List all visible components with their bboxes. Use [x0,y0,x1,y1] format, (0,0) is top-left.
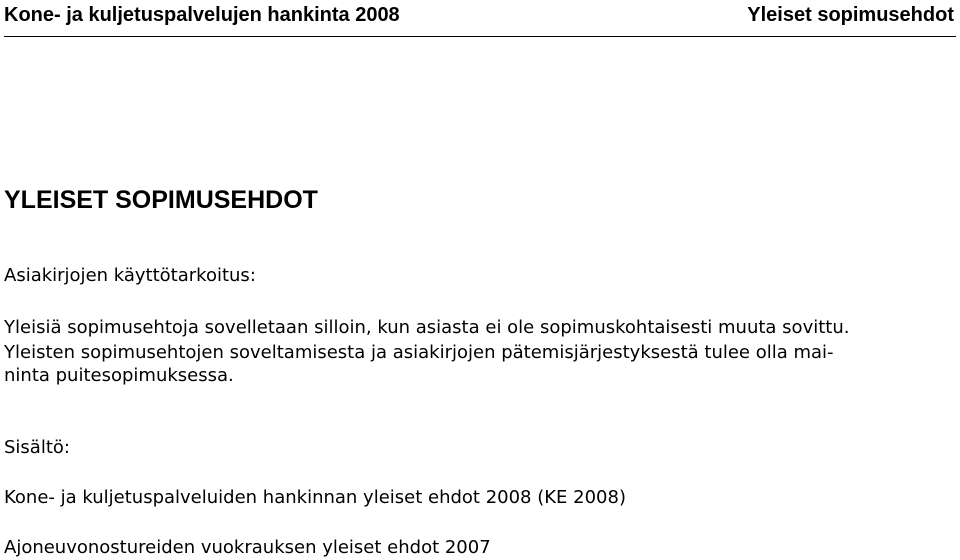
paragraph-line: Yleisiä sopimusehtoja sovelletaan silloin, kun asiasta ei ole sopimuskohtaisesti muuta sovittu. [4,317,850,338]
page-header [4,0,956,37]
paragraph-line: Yleisten sopimusehtojen soveltamisesta ja asiakirjojen pätemisjärjestyksestä tulee olla mai- [4,342,834,363]
page-title: YLEISET SOPIMUSEHDOT [4,186,318,214]
header-section-title: Yleiset sopimusehdot [747,4,954,26]
contents-item: Kone- ja kuljetuspalveluiden hankinnan yleiset ehdot 2008 (KE 2008) [4,487,626,508]
paragraph-line: ninta puitesopimuksessa. [4,365,234,386]
header-document-title: Kone- ja kuljetuspalvelujen hankinta 2008 [4,4,400,26]
purpose-label: Asiakirjojen käyttötarkoitus: [4,265,256,286]
contents-item: Ajoneuvonostureiden vuokrauksen yleiset ehdot 2007 [4,537,491,558]
contents-label: Sisältö: [4,437,70,458]
